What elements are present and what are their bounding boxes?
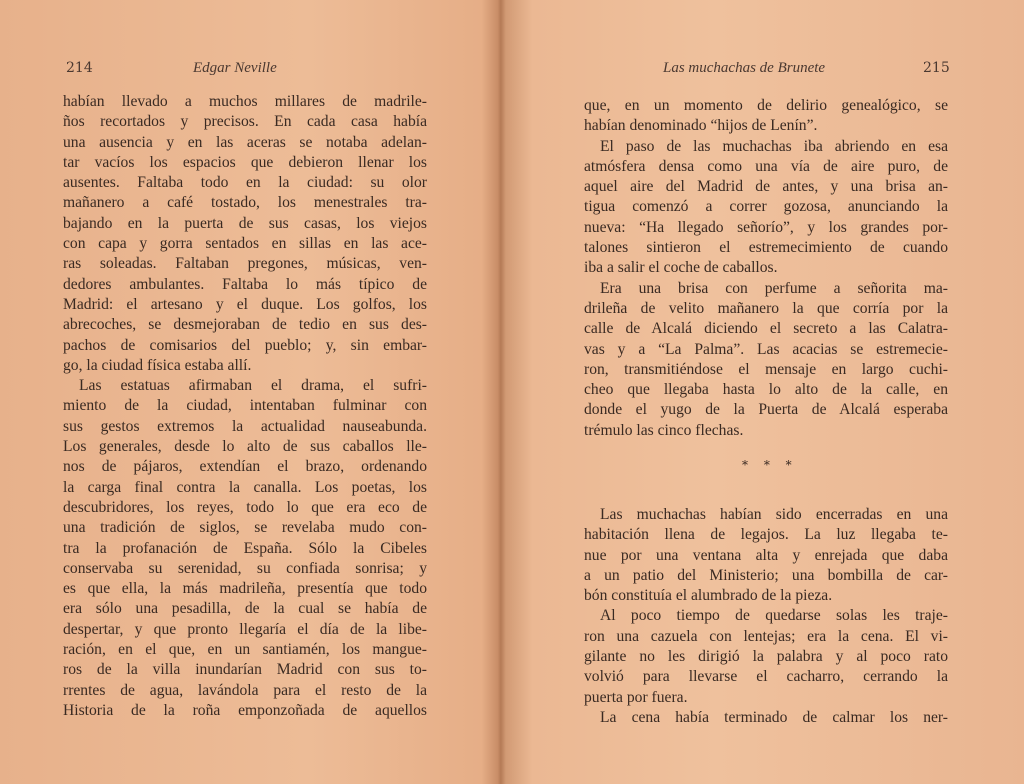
text-line: abrecoches, se desmejoraban de tedio en sus des- [63, 316, 427, 334]
text-line: descubridores, los reyes, todo lo que era eco de [63, 498, 427, 516]
text-line: Al poco tiempo de quedarse solas les traje- [600, 607, 948, 625]
text-line: dedores ambulantes. Faltaba lo más típico de [63, 275, 427, 293]
text-line: atmósfera densa como una vía de aire puro, de [584, 157, 948, 175]
text-line: habían denominado “hijos de Lenín”. [584, 117, 818, 135]
text-line: despertar, y que pronto llegaría el día de la libe- [63, 620, 427, 638]
scene-break: * * * [742, 458, 798, 472]
text-line: trémulo las cinco flechas. [584, 421, 744, 439]
text-line: calle de Alcalá diciendo el secreto a las Calatra- [584, 320, 948, 338]
text-line: Era una brisa con perfume a señorita ma- [600, 279, 948, 297]
left-page-text [63, 92, 427, 721]
text-line: rrentes de agua, lavándola para el resto de la [63, 681, 427, 699]
right-page-text-bottom [584, 505, 948, 728]
text-line: talones sintieron el estremecimiento de cuando [584, 239, 948, 257]
text-line: Historia de la roña emponzoñada de aquellos [63, 701, 427, 719]
text-line: Los generales, desde lo alto de sus caballos lle- [63, 438, 427, 456]
text-line: Las estatuas afirmaban el drama, el sufri- [79, 377, 427, 395]
text-line: es que ella, la más madrileña, presentía que todo [63, 580, 427, 598]
text-line: ron una cazuela con lentejas; era la cena. El vi- [584, 627, 948, 645]
text-line: drileña de velito mañanero la que corría por la [584, 299, 948, 317]
right-page-number: 215 [923, 60, 950, 76]
text-line: iba a salir el coche de caballos. [584, 259, 778, 277]
text-line: una tradición de siglos, se revelaba mudo con- [63, 519, 427, 537]
right-page [505, 0, 1024, 784]
text-line: nueva: “Ha llegado señorío”, y los grandes por- [584, 218, 948, 236]
text-line: ños recortados y precisos. En cada casa había [63, 113, 427, 131]
text-line: mañanero a café tostado, los menestrales tra- [63, 194, 427, 212]
text-line: ron, transmitiéndose el mensaje en largo cuchi- [584, 360, 948, 378]
text-line: bón constituía el alumbrado de la pieza. [584, 587, 833, 605]
text-line: la carga final contra la canalla. Los poetas, los [63, 478, 427, 496]
text-line: ausentes. Faltaba todo en la ciudad: su olor [63, 174, 427, 192]
text-line: cheo que llegaba hasta lo alto de la calle, en [584, 381, 948, 399]
text-line: miento de la ciudad, intentaban fulminar con [63, 397, 427, 415]
left-running-head: Edgar Neville [193, 60, 277, 76]
text-line: El paso de las muchachas iba abriendo en esa [600, 137, 948, 155]
text-line: sus gestos extremos la actualidad nauseabunda. [63, 417, 427, 435]
text-line: puerta por fuera. [584, 688, 688, 706]
text-line: go, la ciudad física estaba allí. [63, 356, 252, 374]
text-line: volvió para llevarse el cacharro, cerrando la [584, 668, 948, 686]
text-line: bajando en la puerta de sus casas, los viejos [63, 214, 427, 232]
left-page-number: 214 [66, 60, 93, 76]
text-line: una ausencia y en las aceras se notaba adelan- [63, 133, 427, 151]
text-line: La cena había terminado de calmar los ner- [600, 708, 948, 726]
text-line: con capa y gorra sentados en sillas en las ace- [63, 235, 427, 253]
text-line: ros de la villa inundarían Madrid con sus to- [63, 661, 427, 679]
text-line: conservaba su serenidad, su confiada sonrisa; y [63, 559, 427, 577]
right-running-head: Las muchachas de Brunete [663, 60, 826, 76]
text-line: Madrid: el artesano y el duque. Los golfos, los [63, 295, 427, 313]
left-page [0, 0, 490, 784]
text-line: aquel aire del Madrid de antes, y una brisa an- [584, 178, 948, 196]
text-line: gilante no les dirigió la palabra y al poco rato [584, 648, 948, 666]
text-line: tra la profanación de España. Sólo la Cibeles [63, 539, 427, 557]
text-line: era sólo una pesadilla, de la cual se había de [63, 600, 427, 618]
text-line: habitación llena de legajos. La luz llegaba te- [584, 526, 948, 544]
text-line: Las muchachas habían sido encerradas en una [600, 506, 948, 523]
text-line: tar vacíos los espacios que debieron llenar los [63, 153, 427, 171]
text-line: que, en un momento de delirio genealógico, se [584, 97, 948, 114]
text-line: ras soleadas. Faltaban pregones, músicas, ven- [63, 255, 427, 273]
text-line: donde el yugo de la Puerta de Alcalá esperaba [584, 401, 948, 419]
text-line: a un patio del Ministerio; una bombilla de car- [584, 566, 948, 584]
text-line: vas y a “La Palma”. Las acacias se estremecie- [584, 340, 948, 358]
text-line: habían llevado a muchos millares de madrile- [63, 93, 427, 110]
text-line: tigua comenzó a correr gozosa, anunciando la [584, 198, 948, 216]
text-line: pachos de comisarios del pueblo; y, sin embar- [63, 336, 427, 354]
text-line: nos de pájaros, extendían el brazo, ordenando [63, 458, 427, 476]
text-line: ración, en el que, en un santiamén, los mangue- [63, 641, 427, 659]
text-line: nue por una ventana alta y enrejada que daba [584, 546, 948, 564]
right-page-text-top [584, 96, 948, 441]
